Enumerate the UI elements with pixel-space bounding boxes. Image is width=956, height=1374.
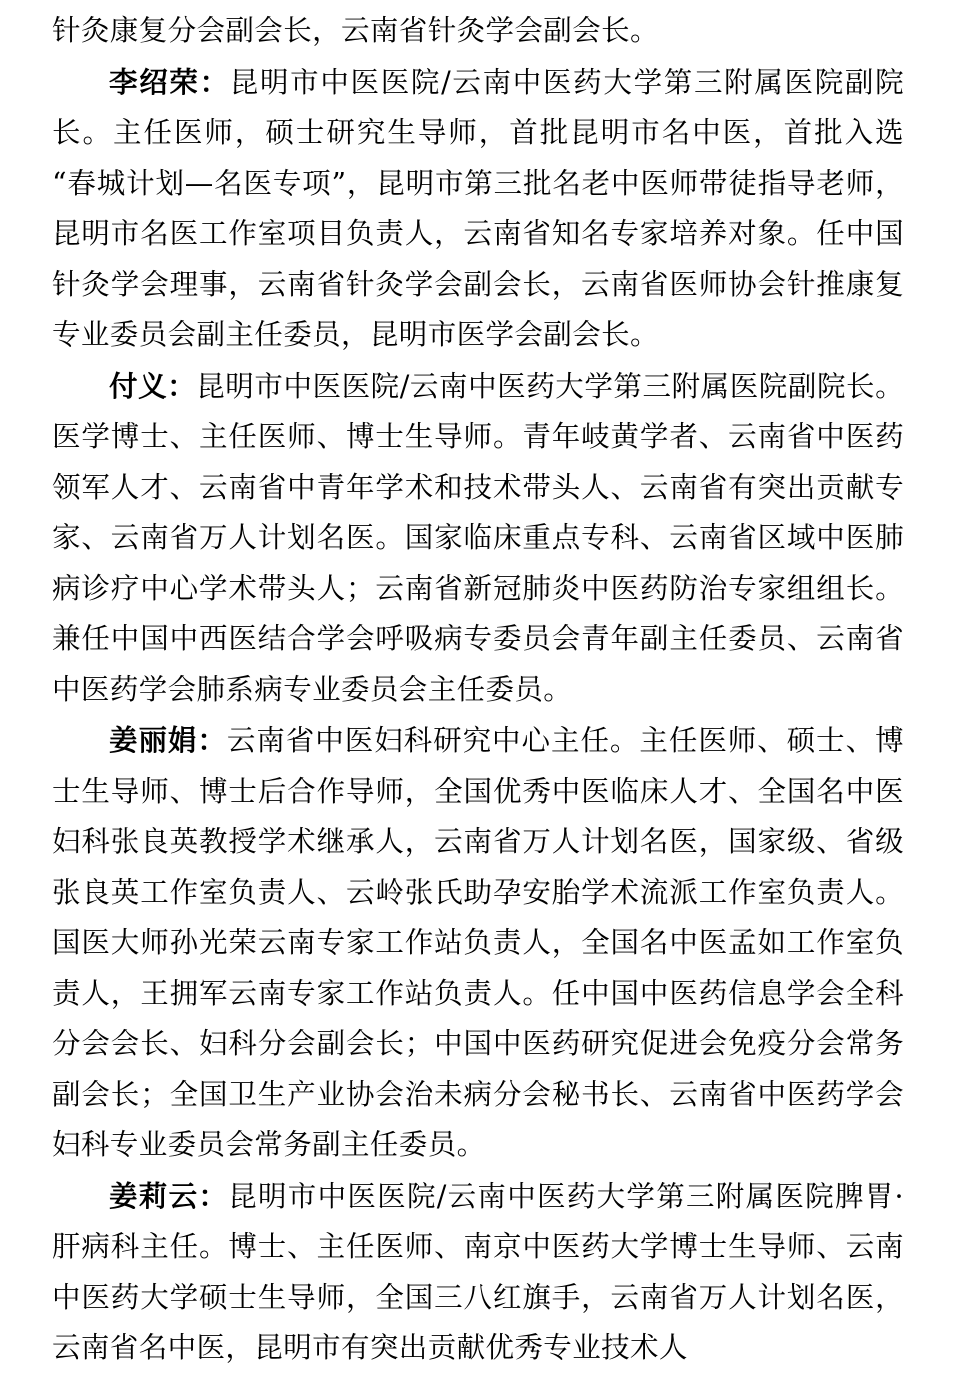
person-name: 姜丽娟 [109, 723, 198, 757]
paragraph-entry-jiang-lijuan [52, 715, 904, 1171]
person-name: 付义 [109, 368, 168, 403]
document-body [52, 6, 904, 1374]
name-separator: ： [167, 368, 197, 403]
name-separator: ： [197, 723, 227, 757]
paragraph-entry-jiang-liyun [52, 1171, 904, 1374]
person-name: 姜莉云 [109, 1178, 199, 1213]
paragraph-text: 昆明市中医医院/云南中医药大学第三附属医院副院长。主任医师，硕士研究生导师，首批昆明市名中医，首批入选“春城计划—名医专项”，昆明市第三批名老中医师带徒指导老师，昆明市名医工作室项目负责人，云南省知名专家培养对象。任中国针灸学会理事，云南省针灸学会副会长，云南省医师协会针推康复专业委员会副主任委员，昆明市医学会副会长。 [52, 65, 904, 351]
paragraph-text: 云南省中医妇科研究中心主任。主任医师、硕士、博士生导师、博士后合作导师，全国优秀中医临床人才、全国名中医妇科张良英教授学术继承人，云南省万人计划名医，国家级、省级张良英工作室负责人、云岭张氏助孕安胎学术流派工作室负责人。国医大师孙光荣云南专家工作站负责人，全国名中医孟如工作室负责人，王拥军云南专家工作站负责人。任中国中医药信息学会全科分会会长、妇科分会副会长；中国中医药研究促进会免疫分会常务副会长；全国卫生产业协会治未病分会秘书长、云南省中医药学会妇科专业委员会常务副主任委员。 [52, 724, 905, 1161]
paragraph-continuation [52, 6, 904, 57]
paragraph-text: 昆明市中医医院/云南中医药大学第三附属医院脾胃·肝病科主任。博士、主任医师、南京中医药大学博士生导师、云南中医药大学硕士生导师，全国三八红旗手，云南省万人计划名医，云南省名中医，昆明市有突出贡献优秀专业技术人 [52, 1179, 905, 1364]
name-separator: ： [199, 64, 230, 99]
paragraph-entry-li-shaorong [52, 57, 904, 361]
person-name: 李绍荣 [109, 64, 200, 99]
paragraph-entry-fu-yi [52, 361, 904, 716]
paragraph-text: 针灸康复分会副会长，云南省针灸学会副会长。 [52, 14, 659, 47]
name-separator: ： [198, 1178, 229, 1213]
paragraph-text: 昆明市中医医院/云南中医药大学第三附属医院副院长。医学博士、主任医师、博士生导师。青年岐黄学者、云南省中医药领军人才、云南省中青年学术和技术带头人、云南省有突出贡献专家、云南省万人计划名医。国家临床重点专科、云南省区域中医肺病诊疗中心学术带头人；云南省新冠肺炎中医药防治专家组组长。兼任中国中西医结合学会呼吸病专委员会青年副主任委员、云南省中医药学会肺系病专业委员会主任委员。 [52, 369, 904, 706]
